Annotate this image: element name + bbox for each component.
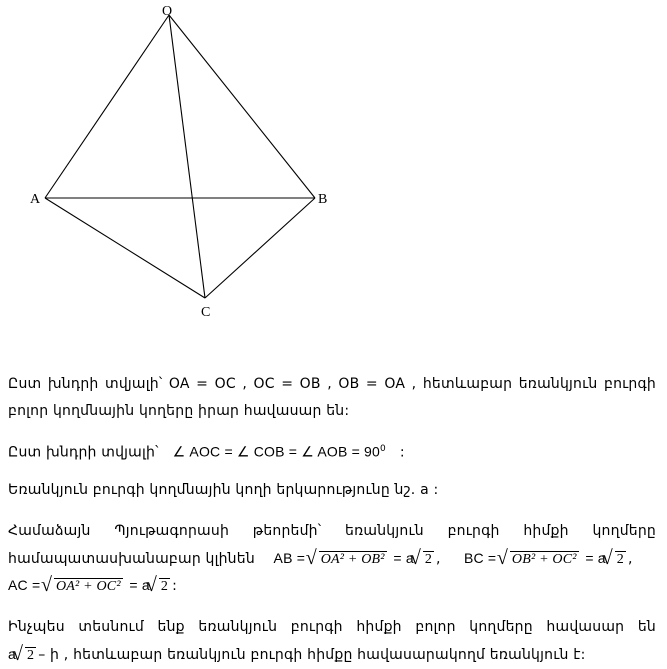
degree-sup: 0: [380, 444, 386, 454]
paragraph-1-line-1: Ըստ խնդրի տվյալի՝ OA = OC , OC = OB , OB = OA , հետևաբար եռանկյուն բուրգի: [8, 376, 656, 392]
edge-OC: [169, 15, 205, 298]
ac-rhs: = a: [129, 577, 150, 593]
bc-sqrt2: √ 2: [606, 551, 628, 568]
ac-lhs: AC =: [8, 577, 41, 593]
bc-lhs: BC =: [463, 550, 497, 566]
paragraph-5-line-2: [8, 641, 656, 669]
ab-rhs: = a: [393, 550, 414, 566]
vertex-label-C: C: [201, 305, 211, 320]
p5-line2-text: – ի , հետևաբար եռանկյուն բուրգի հիմքը հավասարակողմ եռանկյուն է:: [38, 647, 586, 663]
ac-sqrt: √ OA² + OC²: [45, 578, 125, 595]
angles-colon: :: [399, 444, 405, 461]
vertex-label-B: B: [318, 192, 328, 207]
angles-equation: ∠ AOC = ∠ COB = ∠ AOB = 90: [172, 443, 381, 460]
edge-OB: [169, 15, 315, 198]
ab-sqrt2: √ 2: [414, 551, 436, 568]
paragraph-2: [8, 436, 656, 467]
paragraph-1-line-2: բոլոր կողմնային կողերը իրար հավասար են:: [8, 403, 350, 419]
paragraph-5-line-1: Ինչպես տեսնում ենք եռանկյուն բուրգի հիմքի բոլոր կողմերը հավասար են: [8, 619, 656, 635]
vertex-label-A: A: [30, 192, 41, 207]
edge-BC: [205, 198, 315, 298]
vertex-label-O: O: [162, 4, 173, 19]
paragraph-4-line-1: Համաձայն Պյութագորասի թեորեմի՝ եռանկյուն բուրգի հիմքի կողմերը: [8, 523, 656, 539]
ac-sqrt2: √ 2: [150, 578, 172, 595]
p5-a: a: [8, 646, 16, 662]
ab-sqrt: √ OA² + OB²: [310, 551, 389, 568]
edge-OA: [45, 15, 169, 198]
paragraph-4-line-3: AC = √ OA² + OC² = a√ 2 :: [8, 572, 656, 600]
pyramid-figure: [0, 0, 667, 330]
paragraph-4-line-2: համապատասխանաբար կլինեն AB = √ OA² + OB² = a√ 2 , BC = √ OB² + OC² = a√ 2 ,: [8, 545, 656, 573]
p5-sqrt2: √ 2: [16, 647, 38, 664]
paragraph-3: Եռանկյուն բուրգի կողմնային կողի երկարությունը նշ. a :: [8, 482, 439, 498]
angles-prefix: Ըստ խնդրի տվյալի՝: [8, 444, 159, 461]
ab-lhs: AB =: [273, 550, 306, 566]
edge-AC: [45, 198, 205, 298]
bc-sqrt: √ OB² + OC²: [501, 551, 581, 568]
p4-text: համապատասխանաբար կլինեն: [8, 551, 255, 567]
bc-rhs: = a: [585, 550, 606, 566]
